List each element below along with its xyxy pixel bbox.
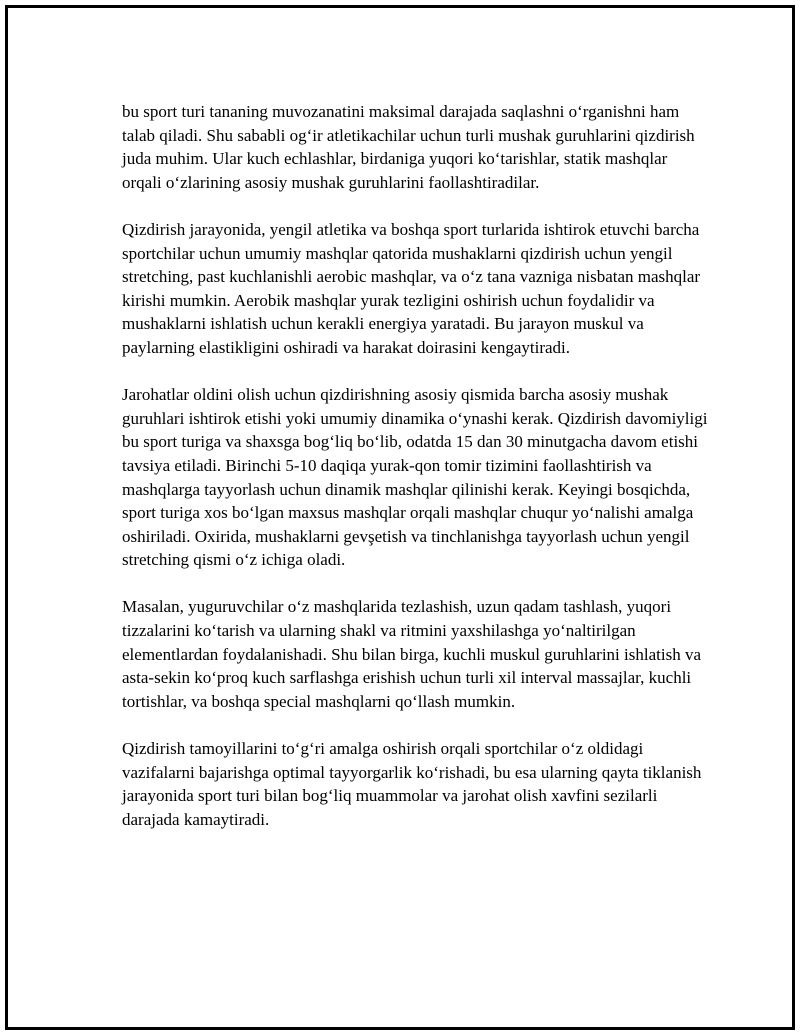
paragraph-4: Masalan, yuguruvchilar o‘z mashqlarida tezlashish, uzun qadam tashlash, yuqori tizzalarini ko‘tarish va ularning shakl va ritmini yaxshilashga yo‘naltirilgan elementlardan foydalanishadi. Shu bilan birga, kuchli muskul guruhlarini ishlatish va asta-sekin ko‘proq kuch sarflashga erishish uchun turli xil interval massajlar, kuchli tortishlar, va boshqa special mashqlarni qo‘llash mumkin. [122,597,701,711]
document-body [122,100,708,831]
page-frame [5,5,795,1030]
paragraph-1: bu sport turi tananing muvozanatini maksimal darajada saqlashni o‘rganishni ham talab qiladi. Shu sababli og‘ir atletikachilar uchun turli mushak guruhlarini qizdirish juda muhim. Ular kuch echlashlar, birdaniga yuqori ko‘tarishlar, statik mashqlar orqali o‘zlarining asosiy mushak guruhlarini faollashtiradilar. [122,102,695,192]
paragraph-3: Jarohatlar oldini olish uchun qizdirishning asosiy qismida barcha asosiy mushak guruhlari ishtirok etishi yoki umumiy dinamika o‘ynashi kerak. Qizdirish davomiyligi bu sport turiga va shaxsga bog‘liq bo‘lib, odatda 15 dan 30 minutgacha davom etishi tavsiya etiladi. Birinchi 5-10 daqiqa yurak-qon tomir tizimini faollashtirish va mashqlarga tayyorlash uchun dinamik mashqlar qilinishi kerak. Keyingi bosqichda, sport turiga xos bo‘lgan maxsus mashqlar orqali mashqlar chuqur yo‘nalishi amalga oshiriladi. Oxirida, mushaklarni gevşetish va tinchlanishga tayyorlash uchun yengil stretching qismi o‘z ichiga oladi. [122,385,708,570]
paragraph-5: Qizdirish tamoyillarini to‘g‘ri amalga oshirish orqali sportchilar o‘z oldidagi vazifalarni bajarishga optimal tayyorgarlik ko‘rishadi, bu esa ularning qayta tiklanish jarayonida sport turi bilan bog‘liq muammolar va jarohat olish xavfini sezilarli darajada kamaytiradi. [122,739,702,829]
paragraph-2: Qizdirish jarayonida, yengil atletika va boshqa sport turlarida ishtirok etuvchi barcha sportchilar uchun umumiy mashqlar qatorida mushaklarni qizdirish uchun yengil stretching, past kuchlanishli aerobic mashqlar, va o‘z tana vazniga nisbatan mashqlar kirishi mumkin. Aerobik mashqlar yurak tezligini oshirish uchun foydalidir va mushaklarni ishlatish uchun kerakli energiya yaratadi. Bu jarayon muskul va paylarning elastikligini oshiradi va harakat doirasini kengaytiradi. [122,219,701,357]
